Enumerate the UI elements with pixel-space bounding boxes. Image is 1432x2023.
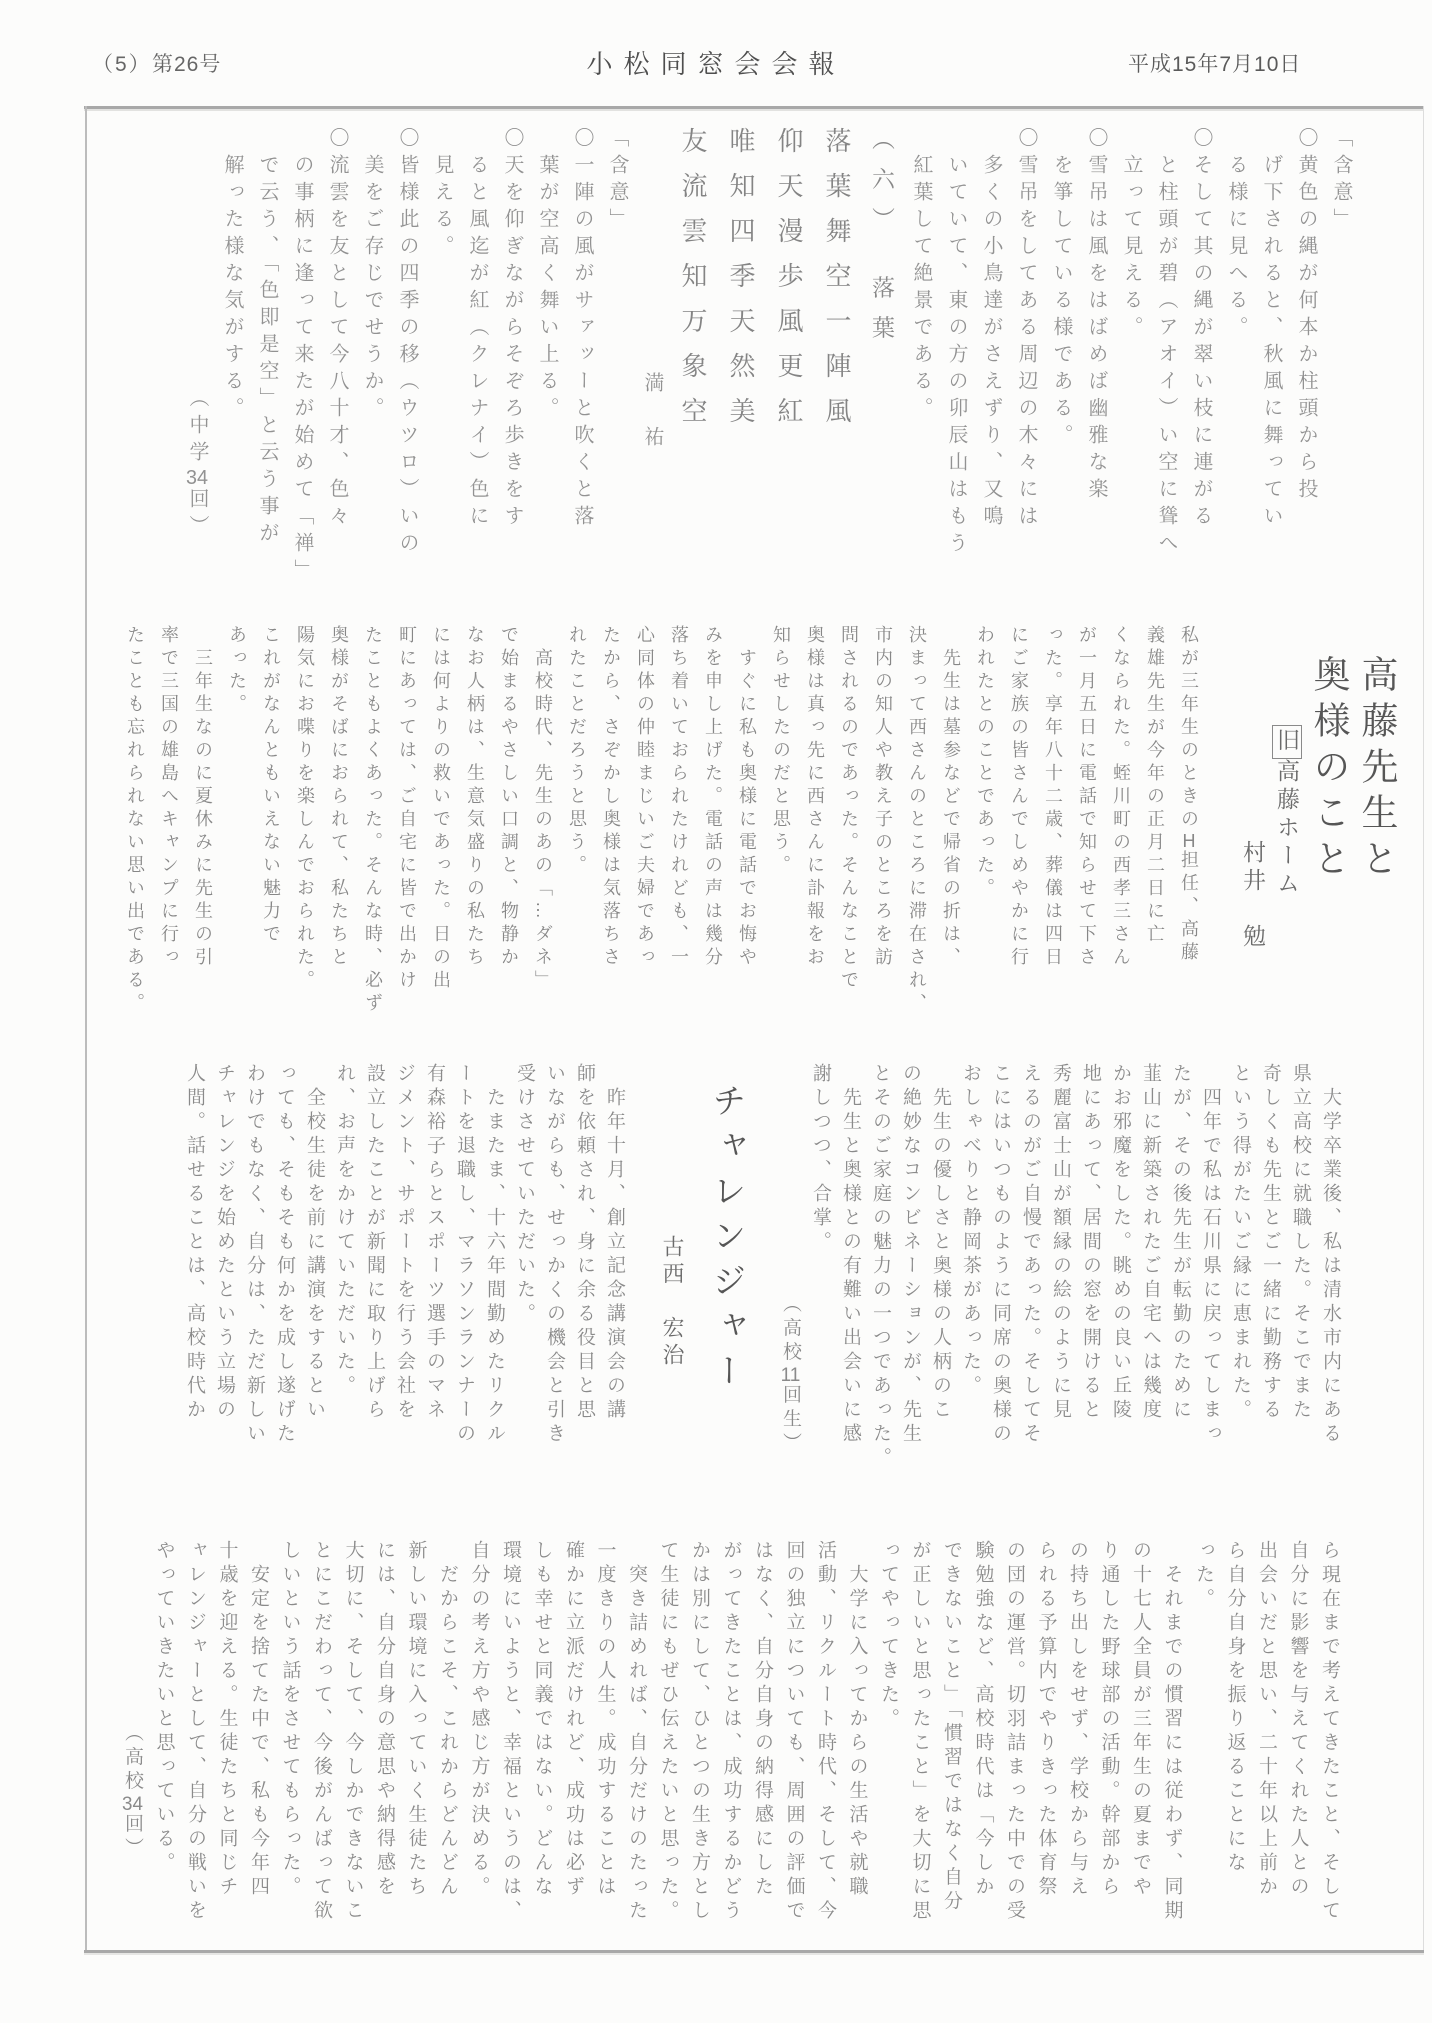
text-column: と柱頭が碧（アオイ）い空に聳へ xyxy=(1155,127,1177,559)
text-column: ってやってきた。 xyxy=(878,1540,899,1732)
text-column: われたとのことであった。 xyxy=(975,625,995,901)
article-author-column: 古西 宏治 xyxy=(660,1235,685,1370)
text-column: たから、さぞかし奥様は気落ちさ xyxy=(601,625,621,970)
poem-column: （六） 落葉 xyxy=(869,127,895,356)
text-column: 〇流雲を友として今八十才、色々 xyxy=(326,127,348,532)
text-column: 安定を捨てた中で、私も今年四 xyxy=(248,1540,269,1900)
text-column: 自分に影響を与えてくれた人との xyxy=(1287,1540,1309,1900)
text-column: はなく、自分自身の納得感にした xyxy=(752,1540,773,1900)
text-column: 奥様は真っ先に西さんに訃報をお xyxy=(805,625,825,970)
tcy-digits: 34 xyxy=(186,468,208,488)
text-column: たことも忘れられない思い出である。 xyxy=(125,625,145,1016)
text-column: 多くの小鳥達がさえずり、又鳴 xyxy=(980,127,1002,532)
frame-rule-left xyxy=(85,106,87,1953)
text-column: の絶妙なコンビネーションが、先生 xyxy=(900,1063,921,1447)
text-column: 回の独立についても、周囲の評価で xyxy=(783,1540,805,1924)
text-column: 受けさせていただいた。 xyxy=(514,1063,535,1327)
text-column: という得がたいご縁に恵まれた。 xyxy=(1230,1063,1251,1423)
poem-column: 落葉舞空一陣風 xyxy=(822,127,852,442)
text-column: 決まって西さんのところに滞在され、 xyxy=(907,625,927,1016)
text-column: 〇雪吊をしてある周辺の木々には xyxy=(1015,127,1037,532)
text-column: しいという話をさせてもらった。 xyxy=(279,1540,301,1900)
frame-rule-right xyxy=(1423,106,1424,1953)
text-column: 〇雪吊は風をはばめば幽雅な楽 xyxy=(1085,127,1107,505)
text-column: だからこそ、これからどんどん xyxy=(437,1540,458,1900)
text-column: 〇一陣の風がサァッーと吹くと落 xyxy=(571,127,593,532)
text-column: 〇そして其の縄が翠い枝に連がる xyxy=(1190,127,1212,532)
text-column: チャレンジを始めたという立場の xyxy=(214,1063,235,1423)
text-column: やっていきたいと思っている。 xyxy=(153,1540,175,1876)
text-column: 秀麗富士山が額縁の絵のように見 xyxy=(1050,1063,1071,1423)
poem-column: 仰天漫歩風更紅 xyxy=(774,127,804,442)
article-title-column: 高藤先生と xyxy=(1356,655,1397,885)
text-column: 〇皆様此の四季の移（ウツロ）いの xyxy=(396,127,418,559)
text-column: には何よりの救いであった。日の出 xyxy=(431,625,451,993)
poem-column: 唯知四季天然美 xyxy=(726,127,756,442)
text-column: 問されるのであった。そんなことで xyxy=(839,625,859,993)
text-column: が正しいと思ったこと」を大切に思 xyxy=(909,1540,931,1924)
text-column: 新しい環境に入っていく生徒たち xyxy=(405,1540,427,1900)
text-column: 紅葉して絶景である。 xyxy=(910,127,932,424)
frame-rule-bottom xyxy=(84,1950,1424,1953)
text-column: 師を依頼され、身に余る役目と思 xyxy=(574,1063,595,1423)
article-takato-sensei xyxy=(118,625,1400,1017)
text-column: いながらも、せっかくの機会と引き xyxy=(544,1063,565,1447)
text-column: たこともよくあった。そんな時、必ず xyxy=(363,625,383,1016)
text-column: 地にあって、居間の窓を開けると xyxy=(1080,1063,1101,1423)
text-column: あった。 xyxy=(227,625,247,717)
newsletter-title: 小松同窓会会報 xyxy=(586,49,846,79)
text-column: で始まるやさしい口調と、物静か xyxy=(499,625,519,970)
text-column: の十七人全員が三年生の夏までや xyxy=(1130,1540,1151,1900)
text-column: 大学卒業後、私は清水市内にある xyxy=(1320,1063,1341,1447)
text-column: 高校時代、先生のあの「…ダネ」 xyxy=(533,625,553,993)
text-column: 義雄先生が今年の正月二日に亡 xyxy=(1145,625,1165,947)
text-column: （高校34回） xyxy=(122,1540,143,1862)
text-column: 確かに立派だけれど、成功は必ず xyxy=(563,1540,584,1900)
text-column: ると風迄が紅（クレナイ）色に xyxy=(466,127,488,532)
text-column: 験勉強など、高校時代は「今しか xyxy=(972,1540,994,1900)
text-column: （高校11回生） xyxy=(780,1063,801,1457)
text-column: られる予算内でやりきった体育祭 xyxy=(1035,1540,1057,1900)
article-challenger-cont xyxy=(117,1540,1346,1950)
text-column: かは別にして、ひとつの生き方とし xyxy=(689,1540,710,1924)
text-column: 四年で私は石川県に戻ってしまっ xyxy=(1200,1063,1221,1447)
text-column: こにはいつものように同席の奥様の xyxy=(990,1063,1011,1447)
text-column: 見える。 xyxy=(431,127,453,262)
text-column: （中学34回） xyxy=(186,127,208,542)
text-column: 心同体の仲睦まじいご夫婦であっ xyxy=(635,625,655,970)
text-column: 立って見える。 xyxy=(1120,127,1142,343)
article-title-column: チャレンジャー xyxy=(707,1083,745,1398)
text-column: 設立したことが新聞に取り上げら xyxy=(364,1063,385,1423)
text-column: った。享年八十二歳、葬儀は四日 xyxy=(1043,625,1063,970)
text-column: 一度きりの人生。成功することは xyxy=(594,1540,616,1900)
text-column: ジメント、サポートを行う会社を xyxy=(394,1063,415,1423)
text-column: 全校生徒を前に講演をするとい xyxy=(304,1063,325,1423)
text-column: 奇しくも先生とご一緒に勤務する xyxy=(1260,1063,1281,1423)
tcy-digits: 34 xyxy=(122,1794,143,1814)
text-column: ートを退職し、マラソンランナーの xyxy=(454,1063,475,1447)
poetry-commentary-section xyxy=(179,127,1358,586)
text-column: たが、その後先生が転勤のために xyxy=(1170,1063,1191,1423)
text-column: これがなんともいえない魅力で xyxy=(261,625,281,947)
text-column: 活動、リクルート時代、そして、今 xyxy=(815,1540,836,1924)
text-column: 韮山に新築されたご自宅へは幾度 xyxy=(1140,1063,1161,1423)
page-number: （5） xyxy=(92,53,152,76)
text-column: 出会いだと思い、二十年以上前か xyxy=(1256,1540,1277,1900)
text-column: ら現在まで考えてきたこと、そして xyxy=(1319,1540,1340,1924)
text-column: 人間。話せることは、高校時代か xyxy=(184,1063,205,1423)
issue-date: 平成15年7月10日 xyxy=(1128,53,1302,76)
text-column: 町にあっては、ご自宅に皆で出かけ xyxy=(397,625,417,993)
text-column: すぐに私も奥様に電話でお悔や xyxy=(737,625,757,970)
text-column: げ下されると、秋風に舞ってい xyxy=(1260,127,1282,532)
text-column: がってきたことは、成功するかどう xyxy=(720,1540,742,1924)
text-column: 謝しつつ、合掌。 xyxy=(810,1063,831,1255)
text-column: 自分の考え方や感じ方が決める。 xyxy=(468,1540,490,1900)
text-column: それまでの慣習には従わず、同期 xyxy=(1161,1540,1183,1924)
text-column: っても、そもそも何かを成し遂げた xyxy=(274,1063,295,1447)
text-column: の事柄に逢って来たが始めて「禅」 xyxy=(291,127,313,586)
text-column: て生徒にもぜひ伝えたいと思った。 xyxy=(657,1540,679,1924)
text-column: 有森裕子らとスポーツ選手のマネ xyxy=(424,1063,445,1423)
tcy-digits: 11 xyxy=(780,1365,801,1385)
text-column: 「含意」 xyxy=(606,127,628,235)
text-column: った。 xyxy=(1193,1540,1214,1612)
text-column: 満 祐 xyxy=(641,129,663,453)
text-column: いていて、東の方の卯辰山はもう xyxy=(945,127,967,559)
text-column: 三年生なのに夏休みに先生の引 xyxy=(193,625,213,970)
text-column: 先生の優しさと奥様の人柄のこ xyxy=(930,1063,951,1423)
text-column: る様に見へる。 xyxy=(1225,127,1247,343)
text-column: 先生は墓参などで帰省の折は、 xyxy=(941,625,961,970)
text-column: 葉が空高く舞い上る。 xyxy=(536,127,558,424)
text-column: 〇黄色の縄が何本か柱頭から投 xyxy=(1295,127,1317,505)
text-column: 大学に入ってからの生活や就職 xyxy=(846,1540,868,1900)
text-column: しも幸せと同義ではない。どんな xyxy=(531,1540,553,1900)
article-challenger xyxy=(179,1063,1345,1475)
text-column: を箏している様である。 xyxy=(1050,127,1072,451)
text-column: なお人柄は、生意気盛りの私たち xyxy=(465,625,485,970)
text-column: で云う、「色即是空」と云う事が xyxy=(256,127,278,549)
text-column: 美をご存じでせうか。 xyxy=(361,127,383,424)
text-column: 県立高校に就職した。そこでまた xyxy=(1290,1063,1311,1423)
text-column: わけでもなく、自分は、ただ新しい xyxy=(244,1063,265,1447)
text-column: 奥様がそばにおられて、私たちと xyxy=(329,625,349,970)
text-column: 落ち着いておられたけれども、一 xyxy=(669,625,689,970)
article-subtitle-column: 旧高藤ホーム xyxy=(1270,625,1304,1017)
issue-number: 第26号 xyxy=(152,53,222,76)
text-column: できないこと」「慣習ではなく自分 xyxy=(941,1540,962,1915)
text-column: たまたま、十六年間勤めたリクル xyxy=(484,1063,505,1447)
text-column: 率で三国の雄島へキャンプに行っ xyxy=(159,625,179,970)
text-column: ャレンジャーとして、自分の戦いを xyxy=(185,1540,206,1924)
poem-column: 友流雲知万象空 xyxy=(678,127,708,442)
text-column: り通した野球部の活動。幹部から xyxy=(1098,1540,1120,1900)
tcy-digits: H xyxy=(1182,832,1196,850)
text-column: 陽気にお喋りを楽しんでおられた。 xyxy=(295,625,315,993)
text-column: 〇天を仰ぎながらそぞろ歩きをす xyxy=(501,127,523,532)
text-column: 知らせしたのだと思う。 xyxy=(771,625,791,878)
text-column: の持ち出しをせず、学校から与え xyxy=(1067,1540,1088,1900)
text-column: 突き詰めれば、自分だけのたった xyxy=(626,1540,647,1924)
text-column: おしゃべりと静岡茶があった。 xyxy=(960,1063,981,1399)
text-column: 私が三年生のときのH担任、高藤 xyxy=(1179,625,1199,965)
text-column: 市内の知人や教え子のところを訪 xyxy=(873,625,893,970)
text-column: えるのがご自慢であった。そしてそ xyxy=(1020,1063,1041,1447)
text-column: が一月五日に電話で知らせて下さ xyxy=(1077,625,1097,970)
text-column: みを申し上げた。電話の声は幾分 xyxy=(703,625,723,970)
text-column: 「含意」 xyxy=(1330,127,1352,235)
text-column: 昨年十月、創立記念講演会の講 xyxy=(604,1063,625,1423)
text-column: とそのご家庭の魅力の一つであった。 xyxy=(870,1063,891,1471)
text-column: 十歳を迎える。生徒たちと同じチ xyxy=(216,1540,238,1900)
text-column: 先生と奥様との有難い出会いに感 xyxy=(840,1063,861,1447)
text-column: 環境にいようと、幸福というのは、 xyxy=(500,1540,521,1924)
frame-rule-top xyxy=(84,106,1424,109)
text-column: れたことだろうと思う。 xyxy=(567,625,587,878)
article-title-column: 奥様のこと xyxy=(1308,655,1349,885)
text-column: の団の運営。切羽詰まった中での受 xyxy=(1004,1540,1025,1924)
article-author-column: 村井 勉 xyxy=(1240,840,1266,952)
text-column: とにこだわって、今後がんばって欲 xyxy=(311,1540,332,1924)
page-header xyxy=(0,38,1432,98)
text-column: には、自分自身の意思や納得感を xyxy=(374,1540,395,1900)
text-column: 大切に、そして、今しかできないこ xyxy=(342,1540,364,1924)
text-column: ら自分自身を振り返ることにな xyxy=(1224,1540,1246,1876)
text-column: にご家族の皆さんでしめやかに行 xyxy=(1009,625,1029,970)
text-column: くなられた。蛭川町の西孝三さん xyxy=(1111,625,1131,970)
boxed-prefix-char: 旧 xyxy=(1272,725,1302,759)
text-column: れ、お声をかけていただいた。 xyxy=(334,1063,355,1399)
text-column: かお邪魔をした。眺めの良い丘陵 xyxy=(1110,1063,1131,1423)
text-column: 解った様な気がする。 xyxy=(221,127,243,424)
